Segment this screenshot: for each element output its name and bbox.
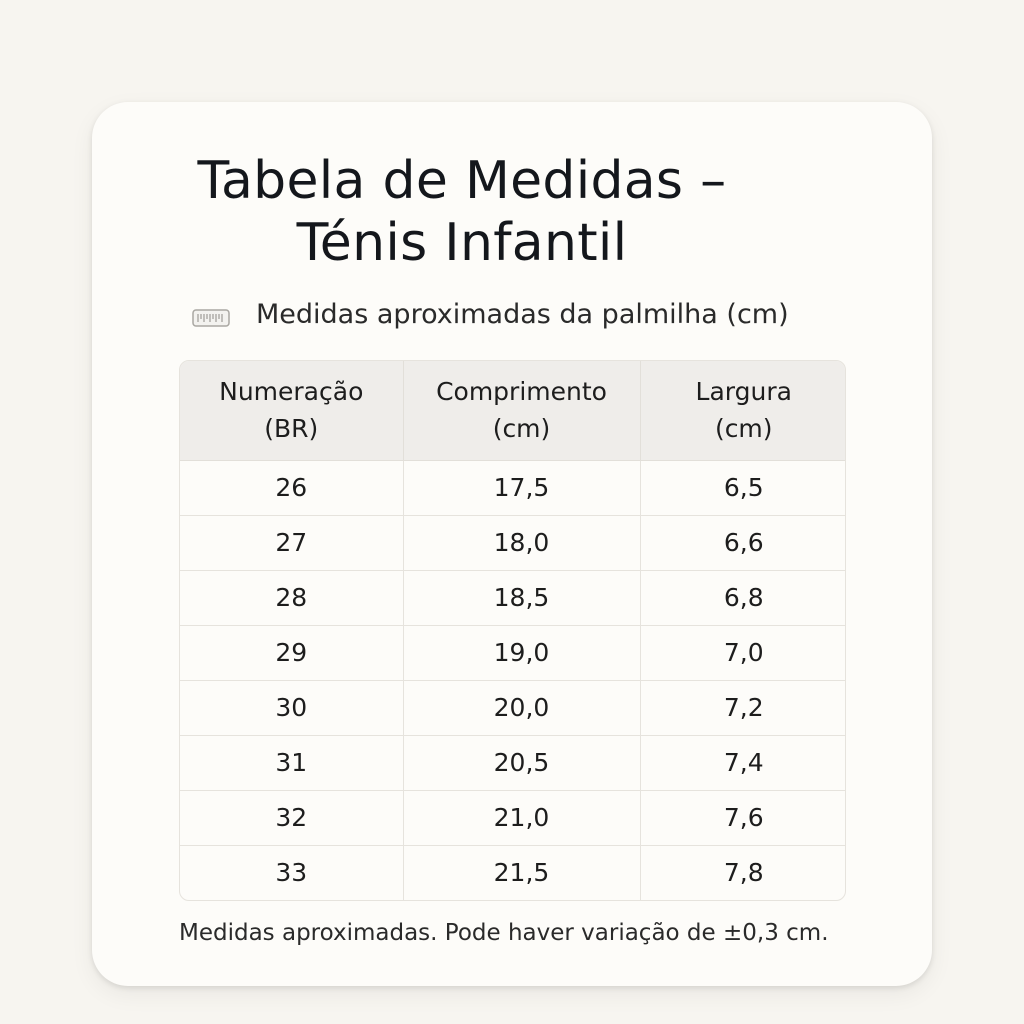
table-row <box>180 625 846 680</box>
cell-length: 21,5 <box>403 845 640 900</box>
title-line-1: Tabela de Medidas – <box>197 151 727 211</box>
cell-size: 29 <box>180 625 403 680</box>
table-row <box>180 570 846 625</box>
table-row <box>180 735 846 790</box>
cell-length: 20,5 <box>403 735 640 790</box>
size-table <box>179 360 846 901</box>
header-size-br: Numeração (BR) <box>180 361 403 460</box>
cell-size: 26 <box>180 460 403 515</box>
cell-length: 17,5 <box>403 460 640 515</box>
cell-length: 19,0 <box>403 625 640 680</box>
subtitle-text: Medidas aproximadas da palmilha (cm) <box>256 298 789 330</box>
table-row <box>180 460 846 515</box>
header-length: Comprimento (cm) <box>403 361 640 460</box>
cell-length: 20,0 <box>403 680 640 735</box>
table-header-row <box>180 361 846 460</box>
size-chart-card <box>92 102 932 986</box>
cell-size: 31 <box>180 735 403 790</box>
ruler-icon <box>192 304 230 324</box>
cell-width: 6,6 <box>640 515 846 570</box>
cell-width: 6,8 <box>640 570 846 625</box>
header-width: Largura (cm) <box>640 361 846 460</box>
cell-size: 27 <box>180 515 403 570</box>
subtitle <box>192 294 789 334</box>
cell-width: 7,2 <box>640 680 846 735</box>
cell-width: 7,4 <box>640 735 846 790</box>
cell-length: 18,5 <box>403 570 640 625</box>
cell-size: 33 <box>180 845 403 900</box>
cell-size: 28 <box>180 570 403 625</box>
table-row <box>180 680 846 735</box>
cell-length: 21,0 <box>403 790 640 845</box>
cell-width: 7,6 <box>640 790 846 845</box>
cell-size: 32 <box>180 790 403 845</box>
table-row <box>180 790 846 845</box>
cell-width: 7,8 <box>723 858 764 888</box>
table-row <box>180 845 846 900</box>
cell-size: 30 <box>180 680 403 735</box>
cell-width: 6,5 <box>640 460 846 515</box>
footnote: Medidas aproximadas. Pode haver variação de ±0,3 cm. <box>179 920 829 946</box>
page-title <box>92 150 832 274</box>
cell-length: 18,0 <box>403 515 640 570</box>
table-row <box>180 515 846 570</box>
cell-width: 7,0 <box>640 625 846 680</box>
title-line-2: Ténis Infantil <box>296 213 628 273</box>
